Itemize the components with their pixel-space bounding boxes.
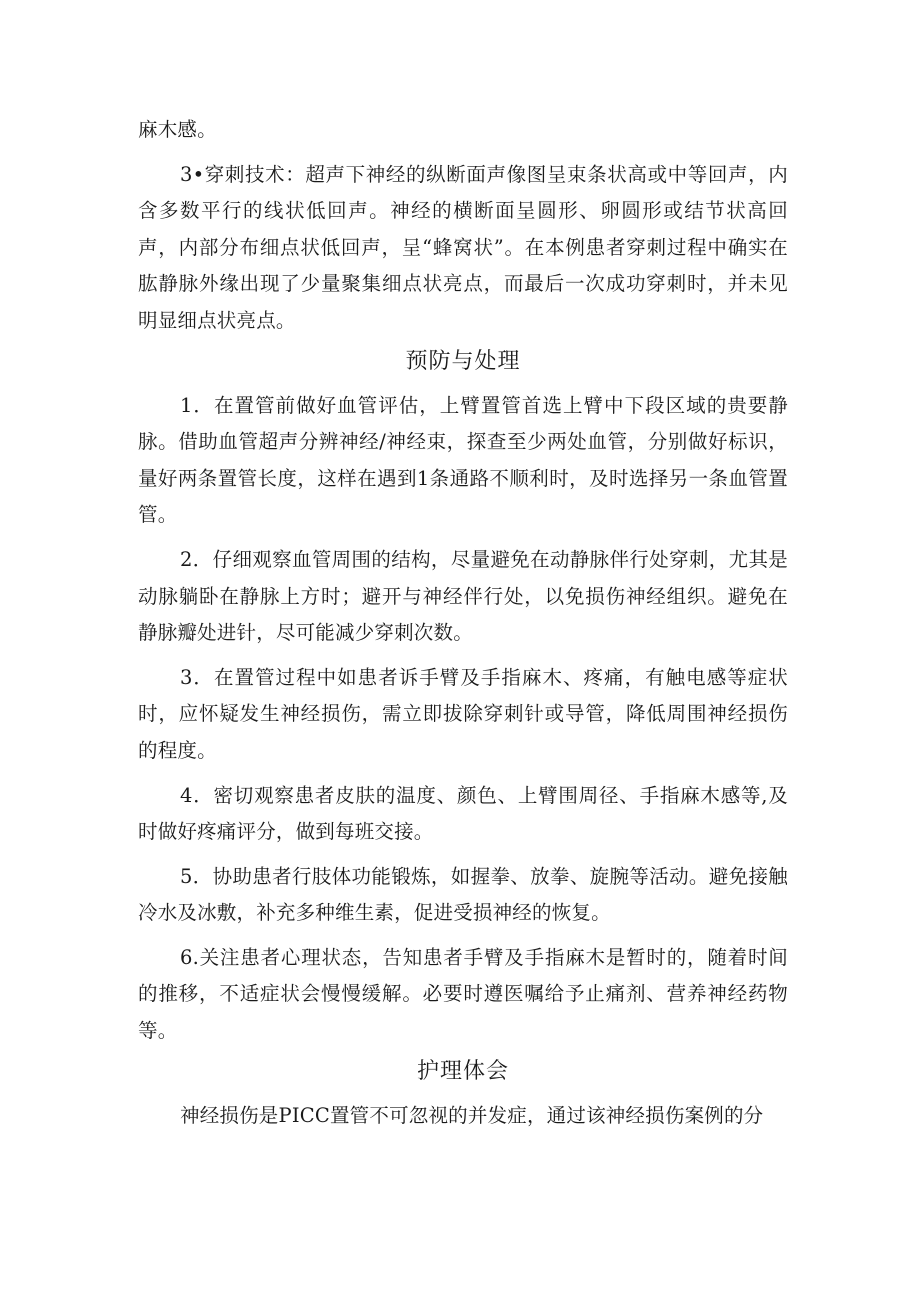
paragraph-puncture-technique: 3•穿刺技术：超声下神经的纵断面声像图呈束条状高或中等回声，内含多数平行的线状低回声。神经的横断面呈圆形、卵圆形或结节状高回声，内部分布细点状低回声，呈“蜂窝状”。在本例患者穿刺过程中确实在肱静脉外缘出现了少量聚集细点状亮点，而最后一次成功穿刺时，并未见明显细点状亮点。	[138, 162, 788, 332]
prevention-item-6: 6.关注患者心理状态，告知患者手臂及手指麻木是暂时的，随着时间的推移，不适症状会慢慢缓解。必要时遵医嘱给予止痛剂、营养神经药物等。	[138, 945, 788, 1043]
section-title-prevention: 预防与处理	[405, 348, 521, 374]
nursing-experience-paragraph: 神经损伤是PICC置管不可忽视的并发症，通过该神经损伤案例的分	[180, 1103, 764, 1127]
prevention-item-3: 3．在置管过程中如患者诉手臂及手指麻木、疼痛，有触电感等症状时，应怀疑发生神经损伤，需立即拔除穿刺针或导管，降低周围神经损伤的程度。	[138, 665, 788, 762]
prevention-item-2: 2．仔细观察血管周围的结构，尽量避免在动静脉伴行处穿刺，尤其是动脉躺卧在静脉上方时；避开与神经伴行处，以免损伤神经组织。避免在静脉瓣处进针，尽可能减少穿刺次数。	[138, 547, 788, 645]
prevention-item-5: 5．协助患者行肢体功能锻炼，如握拳、放拳、旋腕等活动。避免接触冷水及冰敷，补充多种维生素，促进受损神经的恢复。	[138, 864, 788, 925]
paragraph-continuation: 麻木感。	[138, 118, 217, 141]
section-title-nursing-experience: 护理体会	[416, 1058, 509, 1084]
prevention-item-4: 4．密切观察患者皮肤的温度、颜色、上臂围周径、手指麻木感等,及时做好疼痛评分，做到每班交接。	[138, 783, 788, 844]
prevention-item-1: 1．在置管前做好血管评估，上臂置管首选上臂中下段区域的贵要静脉。借助血管超声分辨神经/神经束，探查至少两处血管，分别做好标识，量好两条置管长度，这样在遇到1条通路不顺利时，及时选择另一条血管置管。	[138, 393, 788, 527]
document-page	[138, 112, 788, 1134]
